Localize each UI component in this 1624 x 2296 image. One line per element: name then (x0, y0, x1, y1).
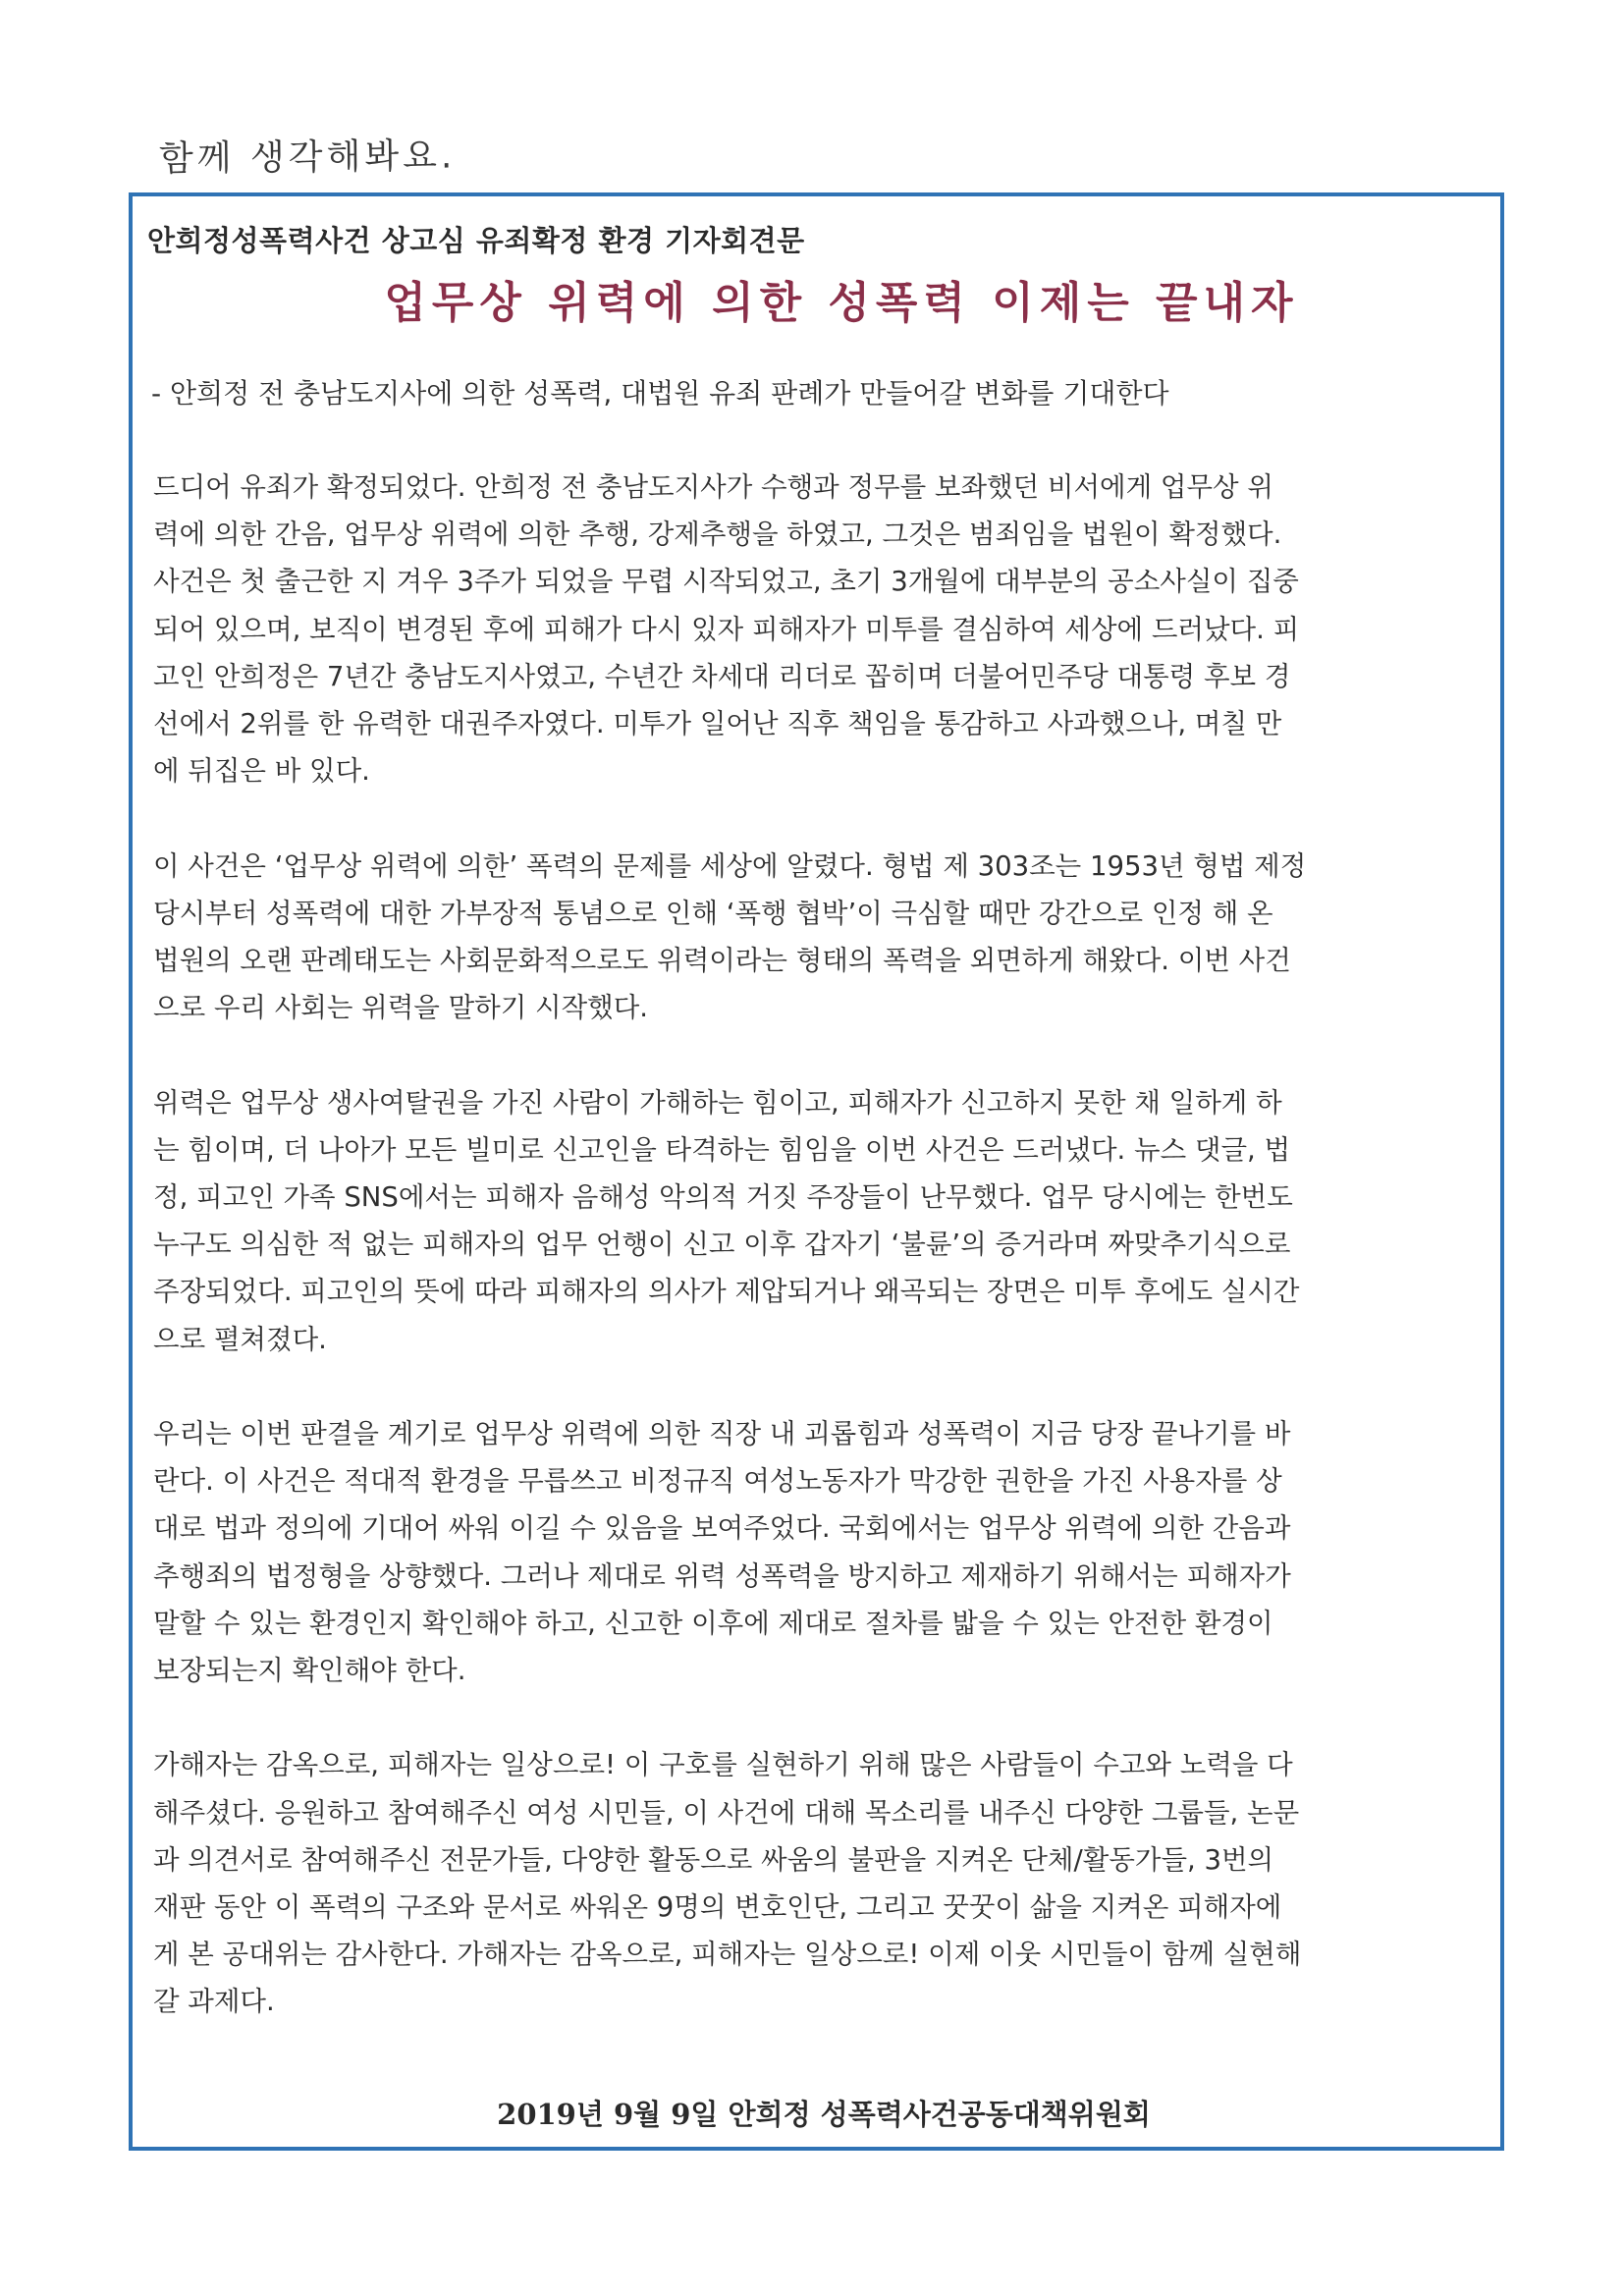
paragraph-line: 선에서 2위를 한 유력한 대권주자였다. 미투가 일어난 직후 책임을 통감하고 사과했으나, 며칠 만 (153, 708, 1282, 740)
paragraph-line: 주장되었다. 피고인의 뜻에 따라 피해자의 의사가 제압되거나 왜곡되는 장면은 미투 후에도 실시간 (153, 1276, 1300, 1308)
paragraph-line: 이 사건은 ‘업무상 위력에 의한’ 폭력의 문제를 세상에 알렸다. 형법 제 303조는 1953년 형법 제정 (153, 849, 1307, 882)
paragraph-line: 정, 피고인 가족 SNS에서는 피해자 음해성 악의적 거짓 주장들이 난무했다. 업무 당시에는 한번도 (153, 1181, 1293, 1214)
signature: 2019년 9월 9일 안희정 성폭력사건공동대책위원회 (497, 2098, 1151, 2131)
document-title: 안희정성폭력사건 상고심 유죄확정 환경 기자회견문 (147, 224, 805, 257)
paragraph-line: 보장되는지 확인해야 한다. (153, 1655, 466, 1687)
paragraph-line: 되어 있으며, 보직이 변경된 후에 피해가 다시 있자 피해자가 미투를 결심하여 세상에 드러났다. 피 (153, 613, 1300, 645)
paragraph-line: 위력은 업무상 생사여탈권을 가진 사람이 가해하는 힘이고, 피해자가 신고하지 못한 채 일하게 하 (153, 1086, 1282, 1119)
slogan: 업무상 위력에 의한 성폭력 이제는 끝내자 (384, 278, 1299, 328)
paragraph-line: 당시부터 성폭력에 대한 가부장적 통념으로 인해 ‘폭행 협박’이 극심할 때만 강간으로 인정 해 온 (153, 897, 1273, 929)
paragraph-line: 드디어 유죄가 확정되었다. 안희정 전 충남도지사가 수행과 정무를 보좌했던 비서에게 업무상 위 (153, 471, 1273, 503)
paragraph-line: 우리는 이번 판결을 계기로 업무상 위력에 의한 직장 내 괴롭힘과 성폭력이 지금 당장 끝나기를 바 (153, 1418, 1291, 1450)
paragraph (153, 464, 1510, 794)
paragraph-line: 대로 법과 정의에 기대어 싸워 이길 수 있음을 보여주었다. 국회에서는 업무상 위력에 의한 간음과 (153, 1512, 1291, 1545)
paragraph-line: 해주셨다. 응원하고 참여해주신 여성 시민들, 이 사건에 대해 목소리를 내주신 다양한 그룹들, 논문 (153, 1796, 1300, 1829)
paragraph-line: 누구도 의심한 적 없는 피해자의 업무 언행이 신고 이후 갑자기 ‘불륜’의 증거라며 짜맞추기식으로 (153, 1229, 1291, 1261)
paragraph-line: 사건은 첫 출근한 지 겨우 3주가 되었을 무렵 시작되었고, 초기 3개월에 대부분의 공소사실이 집중 (153, 566, 1299, 598)
paragraph-line: 과 의견서로 참여해주신 전문가들, 다양한 활동으로 싸움의 불판을 지켜온 단체/활동가들, 3번의 (153, 1843, 1274, 1876)
paragraph-line: 고인 안희정은 7년간 충남도지사였고, 수년간 차세대 리더로 꼽히며 더불어민주당 대통령 후보 경 (153, 660, 1291, 692)
paragraph-line: 법원의 오랜 판례태도는 사회문화적으로도 위력이라는 형태의 폭력을 외면하게 해왔다. 이번 사건 (153, 945, 1291, 977)
paragraph-line: 으로 펼쳐졌다. (153, 1323, 327, 1355)
paragraph (153, 1741, 1510, 2025)
paragraph-line: 으로 우리 사회는 위력을 말하기 시작했다. (153, 992, 649, 1024)
paragraph-line: 란다. 이 사건은 적대적 환경을 무릅쓰고 비정규직 여성노동자가 막강한 권한을 가진 사용자를 상 (153, 1465, 1282, 1498)
paragraph-line: 에 뒤집은 바 있다. (153, 755, 370, 788)
paragraph-line: 재판 동안 이 폭력의 구조와 문서로 싸워온 9명의 변호인단, 그리고 꿋꿋이 삶을 지켜온 피해자에 (153, 1891, 1282, 1924)
body-text (153, 464, 1510, 2073)
paragraph-line: 갈 과제다. (153, 1986, 275, 2018)
paragraph (153, 1079, 1510, 1363)
header-note: 함께 생각해봐요. (158, 136, 457, 180)
paragraph (153, 1410, 1510, 1694)
paragraph-line: 추행죄의 법정형을 상향했다. 그러나 제대로 위력 성폭력을 방지하고 제재하기 위해서는 피해자가 (153, 1559, 1291, 1592)
paragraph (153, 843, 1510, 1032)
subtitle: - 안희정 전 충남도지사에 의한 성폭력, 대법원 유죄 판례가 만들어갈 변화를 기대한다 (151, 377, 1169, 410)
paragraph-line: 말할 수 있는 환경인지 확인해야 하고, 신고한 이후에 제대로 절차를 밟을 수 있는 안전한 환경이 (153, 1607, 1273, 1639)
paragraph-line: 게 본 공대위는 감사한다. 가해자는 감옥으로, 피해자는 일상으로! 이제 이웃 시민들이 함께 실현해 (153, 1939, 1302, 1971)
paragraph-line: 력에 의한 간음, 업무상 위력에 의한 추행, 강제추행을 하였고, 그것은 범죄임을 법원이 확정했다. (153, 519, 1282, 551)
paragraph-line: 는 힘이며, 더 나아가 모든 빌미로 신고인을 타격하는 힘임을 이번 사건은 드러냈다. 뉴스 댓글, 법 (153, 1133, 1291, 1166)
paragraph-line: 가해자는 감옥으로, 피해자는 일상으로! 이 구호를 실현하기 위해 많은 사람들이 수고와 노력을 다 (153, 1749, 1293, 1781)
